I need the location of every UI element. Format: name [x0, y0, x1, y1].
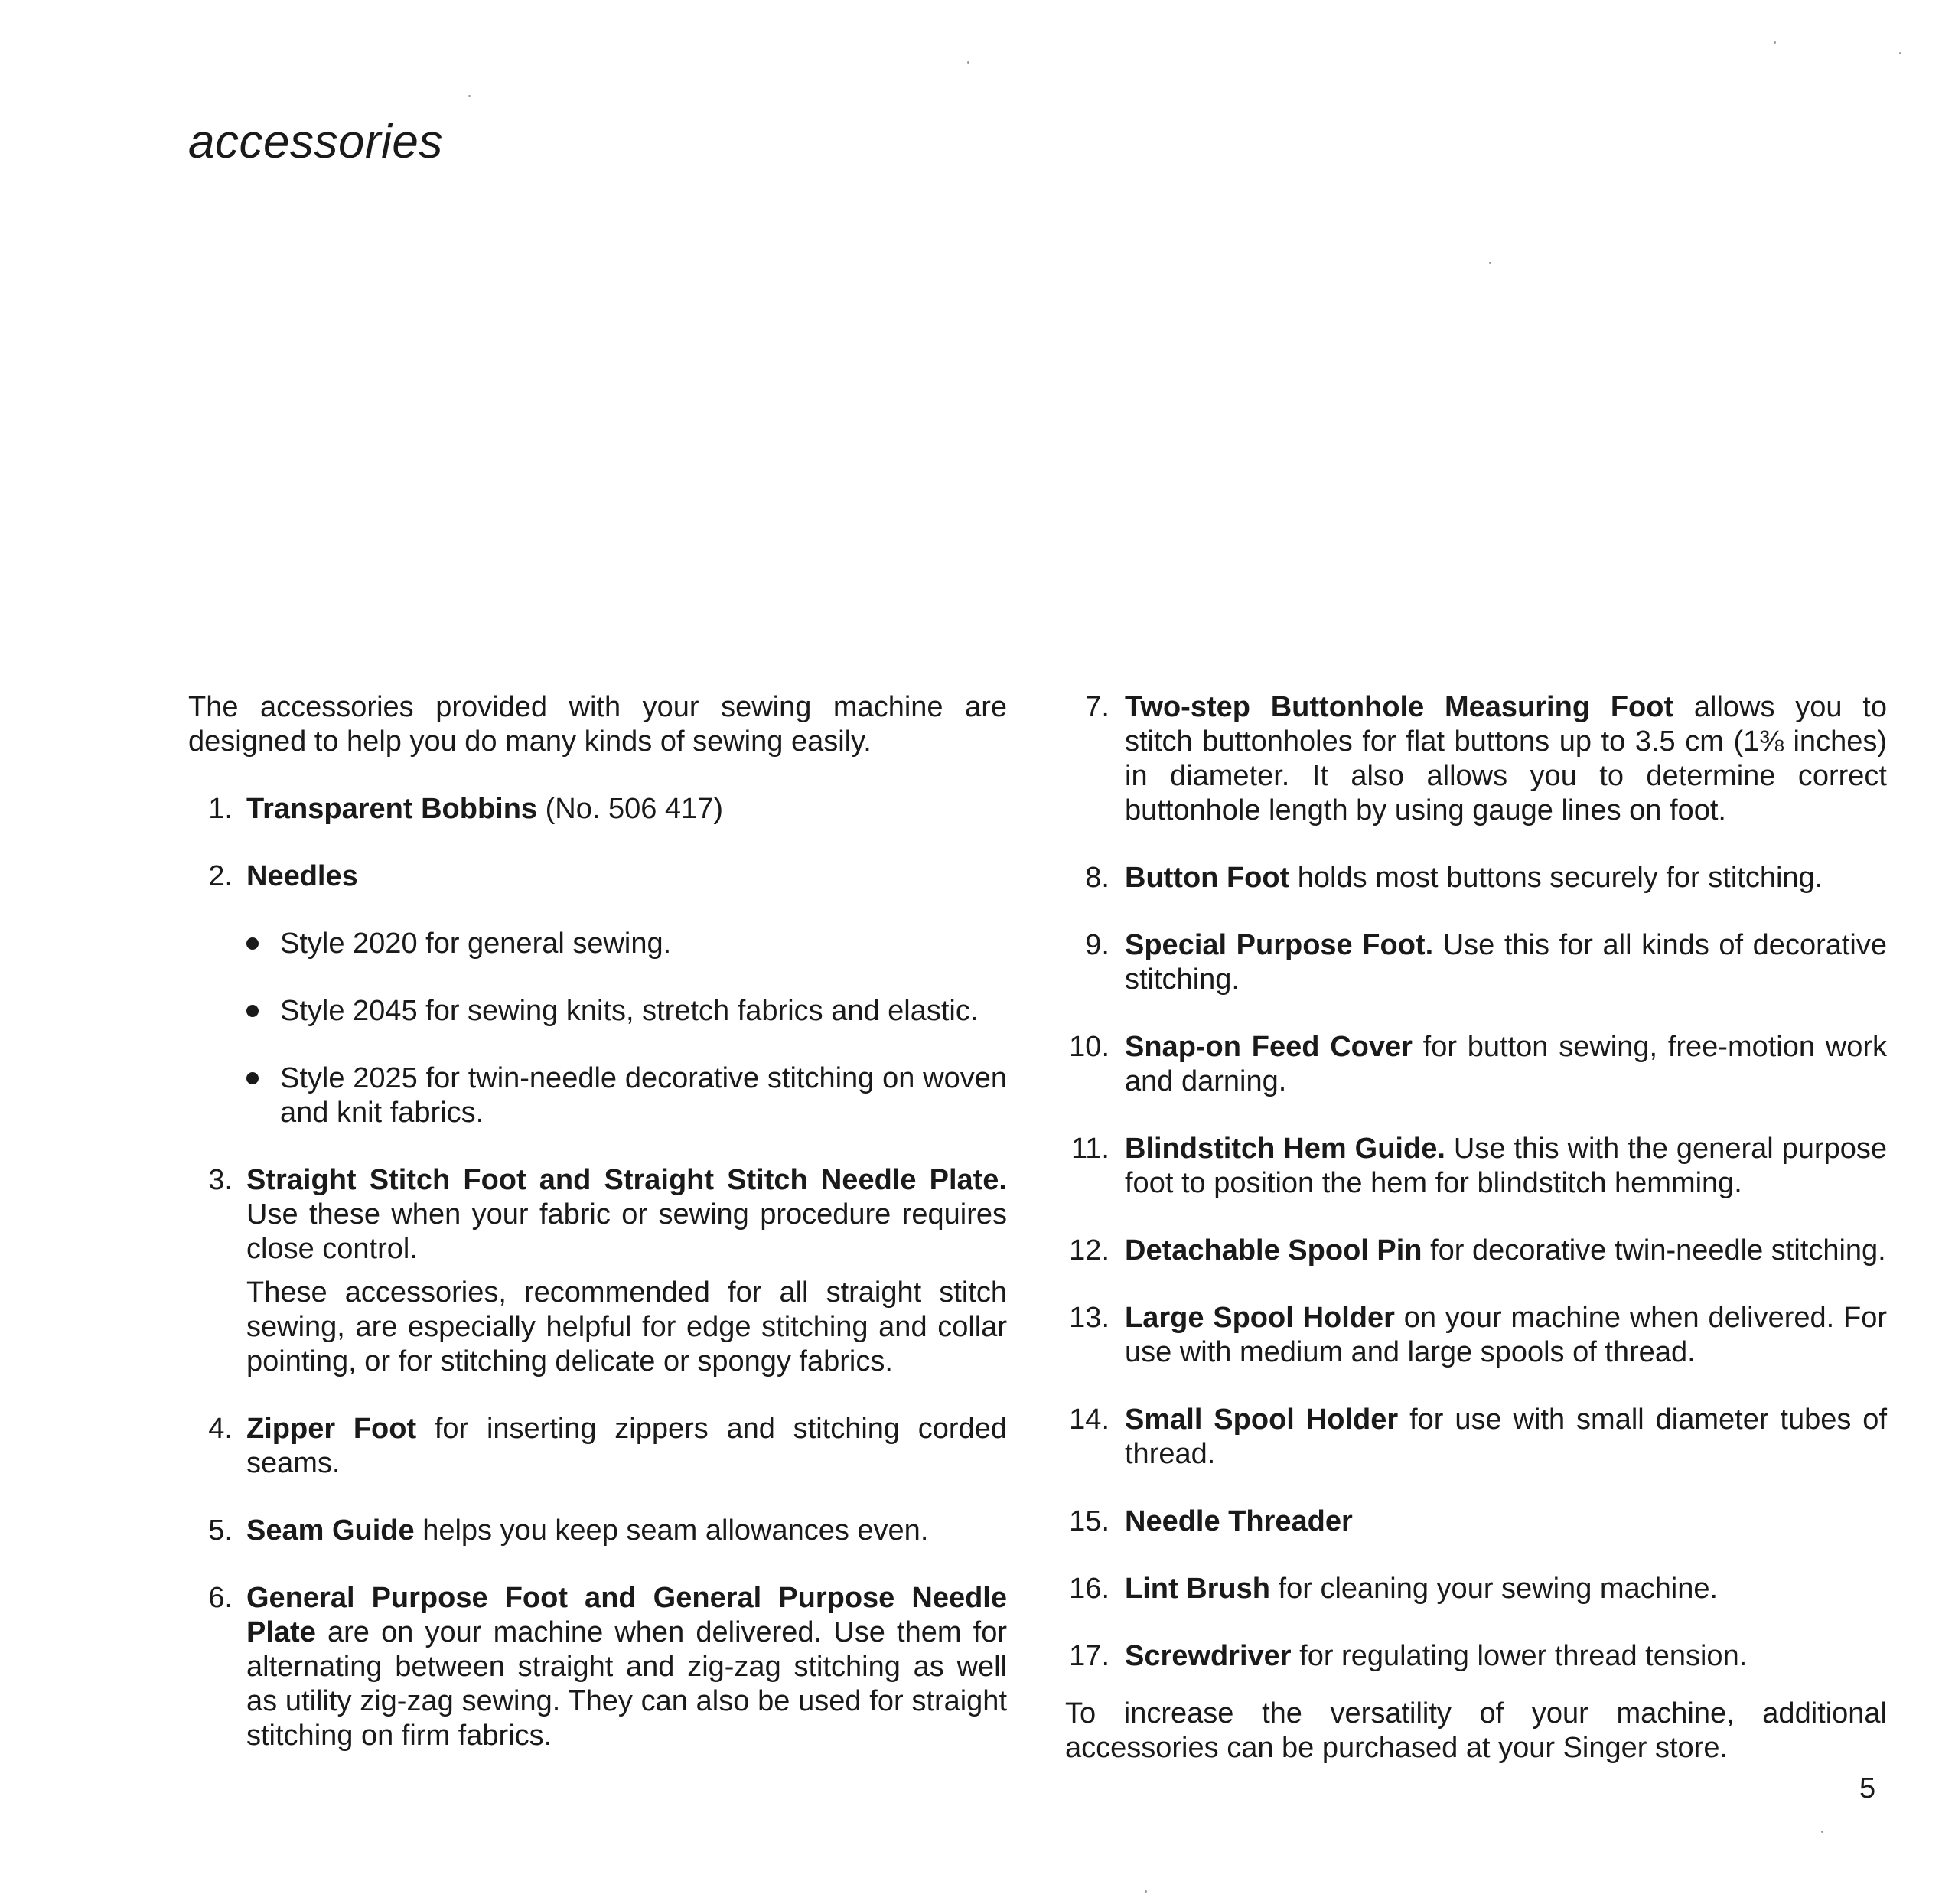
item-name: Small Spool Holder: [1125, 1404, 1399, 1436]
item-description: Use this with the general purpose foot to position the hem for blindstitch hemming.: [1125, 1133, 1887, 1199]
item-name: Button Foot: [1125, 862, 1290, 894]
item-number: 1.: [208, 793, 233, 825]
item-name: Two-step Buttonhole Measuring Foot: [1125, 691, 1674, 723]
item-description: holds most buttons securely for stitching.: [1289, 862, 1823, 894]
item-number: 2.: [208, 860, 233, 892]
item-number: 14.: [1069, 1404, 1109, 1436]
bullet-icon: [246, 1005, 259, 1017]
right-column: [1065, 690, 1887, 1765]
item-description: on your machine when delivered. For use with medium and large spools of thread.: [1125, 1302, 1887, 1368]
item-description: Use these when your fabric or sewing procedure requires close control.: [246, 1198, 1007, 1265]
list-item-15: [1065, 1505, 1887, 1539]
scan-speck: [1821, 1831, 1823, 1833]
scan-speck: [1145, 1890, 1147, 1893]
needle-style-text: Style 2020 for general sewing.: [280, 928, 672, 960]
item-number: 13.: [1069, 1302, 1109, 1334]
list-item-12: [1065, 1234, 1887, 1268]
item-number: 9.: [1085, 929, 1109, 961]
scan-speck: [1489, 262, 1491, 264]
item-number: 4.: [208, 1413, 233, 1445]
needle-style-item: [246, 994, 1007, 1029]
item-name: Screwdriver: [1125, 1640, 1292, 1672]
item-name: Seam Guide: [246, 1514, 415, 1547]
scan-speck: [1774, 41, 1776, 44]
item-number: 16.: [1069, 1573, 1109, 1605]
item-name: Transparent Bobbins: [246, 793, 538, 825]
list-item-17: [1065, 1639, 1887, 1674]
page-title: accessories: [188, 116, 443, 168]
scan-speck: [468, 95, 471, 97]
item-number: 3.: [208, 1164, 233, 1196]
list-item-8: [1065, 861, 1887, 895]
item-name: Large Spool Holder: [1125, 1302, 1395, 1334]
needle-style-text: Style 2045 for sewing knits, stretch fabrics and elastic.: [280, 995, 979, 1027]
needle-style-item: [246, 1061, 1007, 1130]
item-number: 7.: [1085, 691, 1109, 723]
item-description: Use this for all kinds of decorative stitching.: [1125, 929, 1887, 996]
scan-speck: [967, 61, 969, 64]
item-description: for inserting zippers and stitching corded seams.: [246, 1413, 1007, 1479]
item-name: Needle Threader: [1125, 1505, 1353, 1537]
needle-style-item: [246, 927, 1007, 961]
list-item-5: [188, 1514, 1007, 1548]
intro-paragraph: The accessories provided with your sewing machine are designed to help you do many kinds of sewing easily.: [188, 691, 1007, 758]
item-name: Special Purpose Foot.: [1125, 929, 1434, 961]
item-description: are on your machine when delivered. Use them for alternating between straight and zig-zag stitching as well as utility zig-zag sewing. They can also be used for straight stitching on firm fabrics.: [246, 1616, 1007, 1752]
item-description: for use with small diameter tubes of thread.: [1125, 1404, 1888, 1470]
list-item-3: [188, 1163, 1007, 1379]
bullet-icon: [246, 937, 259, 950]
item-description: for cleaning your sewing machine.: [1269, 1573, 1719, 1605]
item-name: Needles: [246, 860, 358, 892]
list-item-9: [1065, 928, 1887, 997]
needle-style-list: [246, 927, 1007, 1130]
item-name: Straight Stitch Foot and Straight Stitch Needle Plate.: [246, 1164, 1007, 1196]
list-item-7: [1065, 690, 1887, 828]
item-name: General Purpose Foot and General Purpose Needle Plate: [246, 1582, 1007, 1648]
list-item-2: [188, 859, 1007, 1130]
list-item-16: [1065, 1572, 1887, 1606]
item-number: 11.: [1070, 1133, 1109, 1165]
item-number: 10.: [1069, 1031, 1109, 1063]
item-number: 5.: [208, 1514, 233, 1547]
list-item-1: [188, 792, 1007, 826]
list-item-4: [188, 1412, 1007, 1481]
list-item-11: [1065, 1132, 1887, 1201]
page-number: 5: [1859, 1772, 1876, 1805]
list-item-6: [188, 1581, 1007, 1753]
item-description: helps you keep seam allowances even.: [414, 1514, 929, 1547]
item-name: Zipper Foot: [246, 1413, 417, 1445]
needle-style-text: Style 2025 for twin-needle decorative stitching on woven and knit fabrics.: [280, 1062, 1007, 1129]
item-name: Blindstitch Hem Guide.: [1125, 1133, 1445, 1165]
item-description: (No. 506 417): [537, 793, 723, 825]
item-name: Snap-on Feed Cover: [1125, 1031, 1413, 1063]
list-item-13: [1065, 1301, 1887, 1370]
item-description: for regulating lower thread tension.: [1291, 1640, 1748, 1672]
item-number: 8.: [1085, 862, 1109, 894]
item-number: 15.: [1069, 1505, 1109, 1537]
scan-speck: [1899, 52, 1901, 54]
item-number: 6.: [208, 1582, 233, 1614]
item-description: for button sewing, free-motion work and darning.: [1125, 1031, 1887, 1097]
item-extra-paragraph: These accessories, recommended for all straight stitch sewing, are especially helpful for edge stitching and collar pointing, or for stitching delicate or spongy fabrics.: [246, 1276, 1007, 1377]
list-item-10: [1065, 1030, 1887, 1099]
item-name: Detachable Spool Pin: [1125, 1234, 1422, 1267]
item-name: Lint Brush: [1125, 1573, 1270, 1605]
item-number: 12.: [1069, 1234, 1109, 1267]
bullet-icon: [246, 1072, 259, 1084]
item-number: 17.: [1069, 1640, 1109, 1672]
item-description: allows you to stitch buttonholes for flat buttons up to 3.5 cm (1⅜ inches) in diameter. It also allows you to determine correct buttonhole length by using gauge lines on foot.: [1125, 691, 1887, 826]
list-item-14: [1065, 1403, 1887, 1472]
left-column: [188, 690, 1007, 1786]
item-description: for decorative twin-needle stitching.: [1422, 1234, 1886, 1267]
closing-paragraph: To increase the versatility of your machine, additional accessories can be purchased at your Singer store.: [1065, 1697, 1887, 1764]
